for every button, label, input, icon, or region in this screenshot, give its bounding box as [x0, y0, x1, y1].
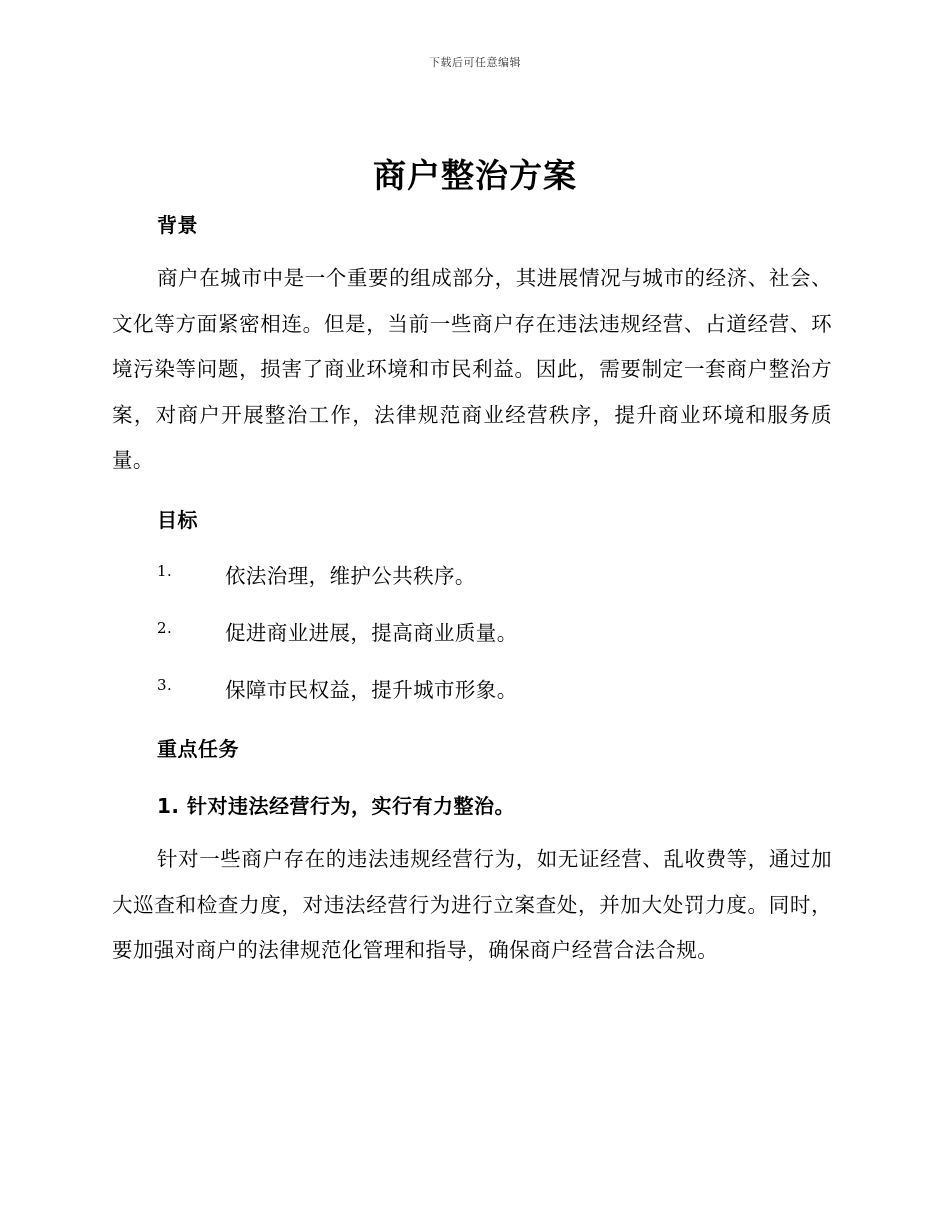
- task-paragraph: 针对一些商户存在的违法违规经营行为，如无证经营、乱收费等，通过加大巡查和检查力度，对违法经营行为进行立案查处，并加大处罚力度。同时，要加强对商户的法律规范化管理和指导，确保商户经营合法合规。: [112, 847, 832, 962]
- task-subheading: 1. 针对违法经营行为，实行有力整治。: [157, 794, 515, 818]
- section-heading-background: 背景: [157, 213, 198, 237]
- document-title: 商户整治方案: [373, 156, 577, 195]
- goal-number: 3.: [157, 676, 173, 694]
- goal-text: 保障市民权益，提升城市形象。: [225, 678, 518, 702]
- goal-number: 1.: [157, 562, 173, 580]
- section-heading-goals: 目标: [157, 508, 198, 532]
- goal-number: 2.: [157, 619, 173, 637]
- header-note: 下载后可任意编辑: [429, 56, 521, 69]
- goal-text: 促进商业进展，提高商业质量。: [225, 621, 518, 645]
- goal-text: 依法治理，维护公共秩序。: [225, 564, 476, 588]
- background-paragraph: 商户在城市中是一个重要的组成部分，其进展情况与城市的经济、社会、文化等方面紧密相连。但是，当前一些商户存在违法违规经营、占道经营、环境污染等问题，损害了商业环境和市民利益。因此，需要制定一套商户整治方案，对商户开展整治工作，法律规范商业经营秩序，提升商业环境和服务质量。: [112, 266, 832, 472]
- section-heading-tasks: 重点任务: [157, 737, 239, 761]
